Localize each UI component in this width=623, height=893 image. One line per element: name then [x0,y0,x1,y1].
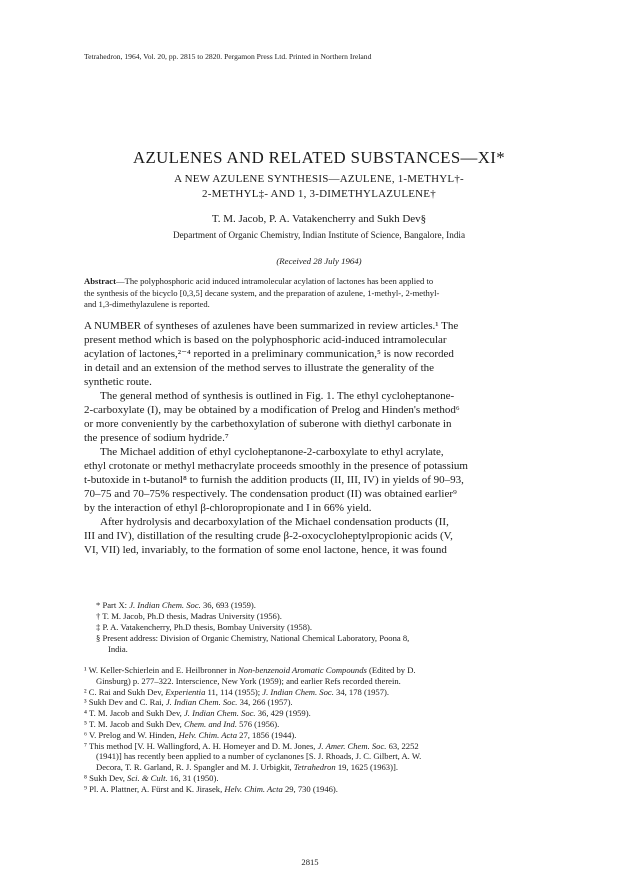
ref-italic: Helv. Chim. Acta [224,783,283,794]
body-line: in detail and an extension of the method serves to illustrate the generality of the [84,362,435,374]
body-line: VI, VII) led, invariably, to the formation of some enol lactone, hence, it was found [84,544,447,556]
footnote-text: Part X: [102,600,130,610]
abstract-line: the synthesis of the bicyclo [0,3,5] decane system, and the preparation of azulene, 1-methyl-, 2-methyl- [84,287,440,298]
article-title: AZULENES AND RELATED SUBSTANCES—XI* [132,148,506,167]
ref-text: 63, 2252 [386,740,419,751]
ref-italic: Chem. and Ind. [183,718,237,729]
ref-text: 36, 429 (1959). [255,708,311,719]
reference-item [84,784,546,795]
ref-text: Decora, T. R. Garland, R. J. Spangler and M. J. Urbigkit, [96,762,294,773]
footnote: ‡ P. A. Vatakencherry, Ph.D thesis, Bombay University (1958). [96,621,313,632]
body-line: t-butoxide in t-butanol⁸ to furnish the addition products (II, III, IV) in yields of 90–93, [84,474,464,486]
reference-continuation: Ginsburg) p. 277–322. Interscience, New York (1959); and earlier Refs recorded therein. [96,675,401,686]
ref-italic: J. Indian Chem. Soc. [183,708,256,719]
journal-citation-line: Tetrahedron, 1964, Vol. 20, pp. 2815 to 2820. Pergamon Press Ltd. Printed in Northern Ireland [84,52,372,61]
body-line: 2-carboxylate (I), may be obtained by a modification of Prelog and Hinden's method⁶ [84,404,460,416]
footnote-text: 36, 693 (1959). [200,600,256,610]
body-line: A NUMBER of syntheses of azulenes have been summarized in review articles.¹ The [84,320,459,332]
body-line: the presence of sodium hydride.⁷ [84,432,229,444]
footnote [84,600,546,611]
ref-text: 29, 730 (1946). [282,783,338,794]
ref-italic: Sci. & Cult. [127,772,168,783]
reference-item [84,773,546,784]
ref-italic: Helv. Chim. Acta [178,729,237,740]
abstract-line: and 1,3-dimethylazulene is reported. [84,299,210,309]
ref-text: (Edited by D. [366,665,416,675]
body-line: After hydrolysis and decarboxylation of the Michael condensation products (II, [100,516,449,528]
received-month: July [324,256,339,266]
footnote: § Present address: Division of Organic Chemistry, National Chemical Laboratory, Poona 8, [96,632,410,643]
ref-text: 16, 31 (1950). [167,772,219,783]
reference-continuation: (1941)] has recently been applied to a number of cyclanones [S. J. Rhoads, J. C. Gilbert, A. W. [96,751,422,762]
ref-italic: Tetrahedron [293,762,336,773]
received-date [70,256,568,266]
body-line: III and IV), distillation of the resulting crude β-2-oxocycloheptylpropionic acids (V, [84,530,453,542]
abstract-text: —The polyphosphoric acid induced intramolecular acylation of lactones has been applied to [115,276,434,286]
footnote-continuation: India. [108,643,128,654]
body-line: synthetic route. [84,376,152,388]
footnotes [84,600,546,654]
footnote-mark: * [96,600,103,610]
ref-text: 34, 178 (1957). [333,686,390,697]
ref-italic: J. Indian Chem. Soc. [165,697,238,708]
ref-text: ⁹ Pl. A. Plattner, A. Fürst and K. Jirasek, [84,783,225,794]
abstract-label: Abstract [84,276,116,286]
ref-text: ³ Sukh Dev and C. Rai, [84,697,166,708]
ref-text: ⁵ T. M. Jacob and Sukh Dev, [84,718,184,729]
abstract [84,276,546,311]
body-line: by the interaction of ethyl β-chloropropionate and I in 66% yield. [84,502,372,514]
body-line: present method which is based on the polyphosphoric acid-induced intramolecular [84,334,447,346]
ref-italic: Experientia [165,686,206,697]
ref-text: ¹ W. Keller-Schierlein and E. Heilbronner in [84,665,238,675]
page-number: 2815 [301,857,319,867]
reference-item [84,719,546,730]
reference-item [84,730,546,741]
body-line: or more conveniently by the carbethoxylation of suberone with diethyl carbonate in [84,418,452,430]
ref-italic: Non-benzenoid Aromatic Compounds [237,665,367,675]
ref-text: ² C. Rai and Sukh Dev, [84,686,166,697]
ref-text: ⁶ V. Prelog and W. Hinden, [84,729,179,740]
reference-item [84,697,546,708]
author-affiliation: Department of Organic Chemistry, Indian Institute of Science, Bangalore, India [172,230,466,240]
reference-item [84,687,546,698]
article-subtitle-line-2: 2-METHYL‡- AND 1, 3-DIMETHYLAZULENE† [202,188,436,200]
footnote: † T. M. Jacob, Ph.D thesis, Madras University (1956). [96,610,282,621]
ref-text: ⁸ Sukh Dev, [84,772,128,783]
body-line: The general method of synthesis is outlined in Fig. 1. The ethyl cycloheptanone- [100,390,455,402]
body-line: ethyl crotonate or methyl methacrylate proceeds smoothly in the presence of potassium [84,460,468,472]
received-prefix: (Received 28 [276,256,325,266]
footnote-journal: J. Indian Chem. Soc. [129,600,201,610]
ref-text: 27, 1856 (1944). [237,729,297,740]
ref-italic: J. Amer. Chem. Soc. [317,740,387,751]
ref-text: 11, 114 (1955); [205,686,263,697]
body-text [84,319,546,557]
abstract-line [84,276,546,288]
reference-item [84,708,546,719]
ref-text: 576 (1956). [236,718,280,729]
body-line: The Michael addition of ethyl cycloheptanone-2-carboxylate to ethyl acrylate, [100,446,444,458]
body-line: 70–75 and 70–75% respectively. The condensation product (II) was obtained earlier⁹ [84,488,457,500]
author-list: T. M. Jacob, P. A. Vatakencherry and Sukh Dev§ [211,213,427,225]
ref-text: 19, 1625 (1963)]. [335,762,398,773]
ref-text: ⁴ T. M. Jacob and Sukh Dev, [84,708,184,719]
reference-item [84,665,546,676]
reference-list [84,665,546,795]
ref-text: ⁷ This method [V. H. Wallingford, A. H. Homeyer and D. M. Jones, [84,740,318,751]
body-line: acylation of lactones,²⁻⁴ reported in a preliminary communication,⁵ is now recorded [84,348,454,360]
article-subtitle-line-1: A NEW AZULENE SYNTHESIS—AZULENE, 1-METHYL†- [174,173,464,185]
received-suffix: 1964) [338,256,362,266]
reference-continuation [84,762,546,773]
ref-italic: J. Indian Chem. Soc. [262,686,334,697]
reference-item [84,741,546,752]
ref-text: 34, 266 (1957). [237,697,293,708]
